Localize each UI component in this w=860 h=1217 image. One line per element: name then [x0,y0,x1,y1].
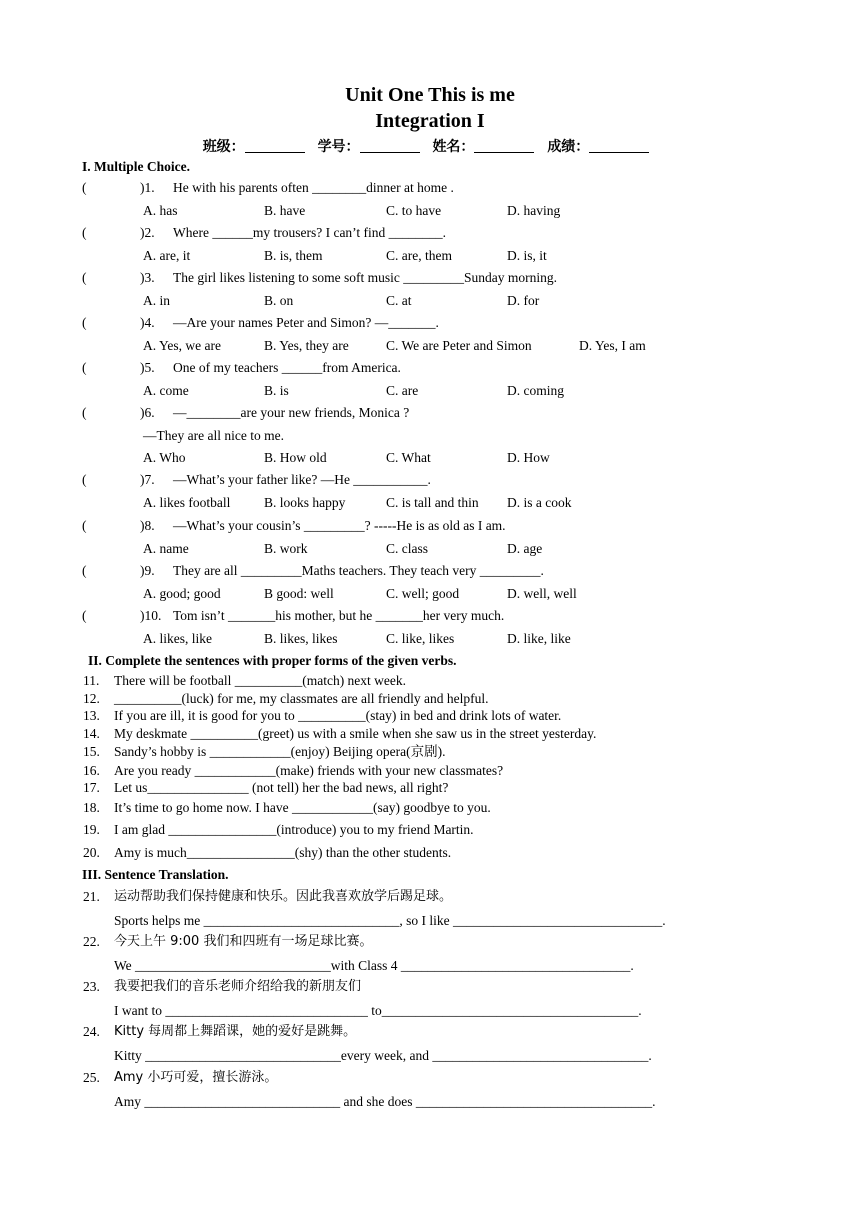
question-text: —What’s your cousin’s _________? -----He is as old as I am. [173,518,506,533]
question-text: He with his parents often ________dinner at home . [173,180,454,195]
question-number: )8. [140,518,155,533]
sentence-text: __________(luck) for me, my classmates are all friendly and helpful. [114,691,489,706]
chinese-sentence: 我要把我们的音乐老师介绍给我的新朋友们 [114,979,362,994]
sentence-text: Let us_______________ (not tell) her the bad news, all right? [114,780,449,795]
english-answer-line[interactable]: Sports helps me _____________________________, so I like _______________________________. [114,913,666,928]
answer-option[interactable]: B good: well [264,586,334,601]
answer-option[interactable]: C. is tall and thin [386,495,479,510]
answer-option[interactable]: C. are, them [386,248,452,263]
sentence-number: 14. [83,726,100,741]
answer-option[interactable]: C. to have [386,203,442,218]
name-blank[interactable] [474,152,534,153]
answer-paren[interactable]: ( [82,270,87,285]
question-number: )7. [140,472,155,487]
question-number: )10. [140,608,162,623]
answer-option[interactable]: B. on [264,293,294,308]
translation-number: 23. [83,979,100,994]
section-heading-multiple-choice: I. Multiple Choice. [82,159,190,174]
chinese-sentence: Amy 小巧可爱，擅长游泳。 [114,1070,278,1085]
translation-number: 22. [83,934,100,949]
sentence-text: There will be football __________(match) next week. [114,673,407,688]
answer-paren[interactable]: ( [82,225,87,240]
name-label: 姓名： [432,139,475,155]
answer-option[interactable]: A. likes football [143,495,231,510]
answer-paren[interactable]: ( [82,608,87,623]
sentence-number: 16. [83,763,100,778]
sentence-number: 12. [83,691,100,706]
answer-option[interactable]: D. How [507,450,550,465]
answer-option[interactable]: B. How old [264,450,327,465]
question-text: —________are your new friends, Monica ? [173,405,410,420]
answer-paren[interactable]: ( [82,405,87,420]
answer-option[interactable]: C. well; good [386,586,460,601]
answer-option[interactable]: A. Yes, we are [143,338,221,353]
sentence-number: 18. [83,800,100,815]
section-heading-verb-forms: II. Complete the sentences with proper forms of the given verbs. [88,653,457,668]
answer-option[interactable]: C. are [386,383,419,398]
answer-option[interactable]: A. come [143,383,189,398]
sentence-text: I am glad ________________(introduce) you to my friend Martin. [114,822,474,837]
class-blank[interactable] [245,152,305,153]
answer-option[interactable]: C. What [386,450,431,465]
score-blank[interactable] [589,152,649,153]
question-text: —Are your names Peter and Simon? —_______. [173,315,439,330]
question-text: The girl likes listening to some soft music _________Sunday morning. [173,270,557,285]
sentence-number: 20. [83,845,100,860]
question-number: )9. [140,563,155,578]
chinese-sentence: Kitty 每周都上舞蹈课，她的爱好是跳舞。 [114,1024,357,1039]
sentence-number: 17. [83,780,100,795]
english-answer-line[interactable]: We _____________________________with Class 4 __________________________________. [114,958,634,973]
question-number: )5. [140,360,155,375]
english-answer-line[interactable]: Amy _____________________________ and she does ___________________________________. [114,1094,656,1109]
answer-option[interactable]: A. good; good [143,586,221,601]
answer-option[interactable]: B. have [264,203,306,218]
question-text: Tom isn’t _______his mother, but he _______her very much. [173,608,505,623]
answer-paren[interactable]: ( [82,518,87,533]
section-heading-translation: III. Sentence Translation. [82,867,229,882]
sentence-number: 15. [83,744,100,759]
answer-option[interactable]: D. like, like [507,631,571,646]
answer-option[interactable]: B. Yes, they are [264,338,349,353]
answer-option[interactable]: B. is [264,383,289,398]
answer-paren[interactable]: ( [82,472,87,487]
student-no-label: 学号： [317,139,360,155]
answer-paren[interactable]: ( [82,360,87,375]
translation-number: 25. [83,1070,100,1085]
score-label: 成绩： [547,139,590,155]
answer-option[interactable]: A. has [143,203,178,218]
answer-paren[interactable]: ( [82,563,87,578]
answer-option[interactable]: B. looks happy [264,495,346,510]
sentence-text: It’s time to go home now. I have ____________(say) goodbye to you. [114,800,491,815]
answer-option[interactable]: C. like, likes [386,631,455,646]
question-text-2: —They are all nice to me. [143,428,284,443]
answer-option[interactable]: A. in [143,293,170,308]
translation-number: 24. [83,1024,100,1039]
question-text: One of my teachers ______from America. [173,360,401,375]
page-title: Unit One This is me [345,84,515,106]
answer-paren[interactable]: ( [82,315,87,330]
answer-option[interactable]: D. for [507,293,540,308]
answer-option[interactable]: A. are, it [143,248,191,263]
class-label: 班级： [202,139,245,155]
answer-option[interactable]: D. age [507,541,543,556]
answer-option[interactable]: B. is, them [264,248,323,263]
question-text: —What’s your father like? —He ___________. [173,472,431,487]
sentence-number: 13. [83,708,100,723]
sentence-text: Amy is much________________(shy) than the other students. [114,845,452,860]
answer-paren[interactable]: ( [82,180,87,195]
sentence-text: Sandy’s hobby is ____________(enjoy) Beijing opera(京剧). [114,744,446,759]
answer-option[interactable]: D. well, well [507,586,577,601]
question-text: Where ______my trousers? I can’t find ________. [173,225,447,240]
answer-option[interactable]: D. Yes, I am [579,338,646,353]
sentence-number: 11. [83,673,100,688]
answer-option[interactable]: D. coming [507,383,564,398]
question-number: )2. [140,225,155,240]
student-info-row [0,136,860,156]
question-number: )3. [140,270,155,285]
sentence-text: My deskmate __________(greet) us with a smile when she saw us in the street yesterday. [114,726,597,741]
answer-option[interactable]: A. name [143,541,189,556]
question-number: )1. [140,180,155,195]
answer-option[interactable]: C. We are Peter and Simon [386,338,532,353]
english-answer-line[interactable]: I want to ______________________________ to______________________________________. [114,1003,642,1018]
question-number: )6. [140,405,155,420]
chinese-sentence: 今天上午 9:00 我们和四班有一场足球比赛。 [114,934,373,949]
translation-number: 21. [83,889,100,904]
page-subtitle: Integration I [375,110,485,132]
answer-option[interactable]: C. at [386,293,412,308]
answer-option[interactable]: D. having [507,203,561,218]
answer-option[interactable]: B. likes, likes [264,631,338,646]
sentence-text: Are you ready ____________(make) friends with your new classmates? [114,763,504,778]
chinese-sentence: 运动帮助我们保持健康和快乐。因此我喜欢放学后踢足球。 [114,889,453,904]
sentence-text: If you are ill, it is good for you to __________(stay) in bed and drink lots of water. [114,708,562,723]
sentence-number: 19. [83,822,100,837]
answer-option[interactable]: C. class [386,541,428,556]
student-no-blank[interactable] [360,152,420,153]
answer-option[interactable]: B. work [264,541,308,556]
answer-option[interactable]: A. likes, like [143,631,212,646]
answer-option[interactable]: D. is, it [507,248,547,263]
question-text: They are all _________Maths teachers. They teach very _________. [173,563,544,578]
english-answer-line[interactable]: Kitty _____________________________every week, and ________________________________. [114,1048,652,1063]
question-number: )4. [140,315,155,330]
answer-option[interactable]: A. Who [143,450,186,465]
answer-option[interactable]: D. is a cook [507,495,572,510]
